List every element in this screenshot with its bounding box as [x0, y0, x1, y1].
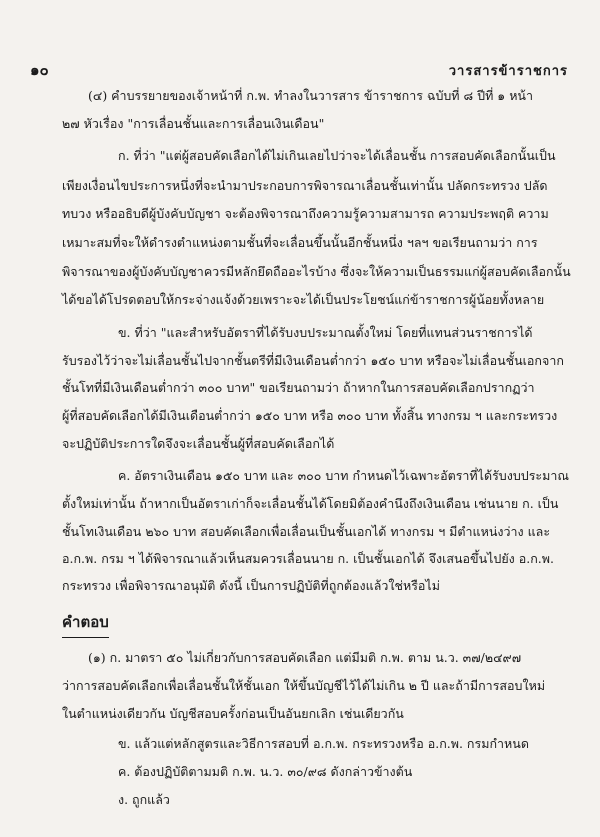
para-b-line-2: รับรองไว้ว่าจะไม่เลื่อนชั้นไปจากชั้นตรีที่มีเงินเดือนต่ำกว่า ๑๕๐ บาท หรือจะไม่เลื่อนชั้นเอกจาก	[62, 353, 564, 368]
para-c-line-3: ชั้นโทเงินเดือน ๒๖๐ บาท สอบคัดเลือกเพื่อเลื่อนเป็นชั้นเอกได้ ทางกรม ฯ มีตำแหน่งว่าง และ	[62, 524, 551, 539]
question-line-2: ๒๗ หัวเรื่อง "การเลื่อนชั้นและการเลื่อนเงินเดือน"	[62, 116, 325, 131]
para-a-line-2: เพียงเงื่อนไขประการหนึ่งที่จะนำมาประกอบการพิจารณาเลื่อนชั้นเท่านั้น ปลัดกระทรวง ปลัด	[62, 178, 548, 193]
para-b-line-3: ชั้นโทที่มีเงินเดือนต่ำกว่า ๓๐๐ บาท" ขอเรียนถามว่า ถ้าหากในการสอบคัดเลือกปรากฏว่า	[62, 380, 535, 395]
answer-line-6: ง. ถูกแล้ว	[118, 792, 170, 807]
para-c-line-5: กระทรวง เพื่อพิจารณาอนุมัติ ดังนี้ เป็นการปฏิบัติที่ถูกต้องแล้วใช่หรือไม่	[62, 578, 440, 593]
para-b-line-1: ข. ที่ว่า "และสำหรับอัตราที่ได้รับงบประมาณตั้งใหม่ โดยที่แทนส่วนราชการได้	[118, 325, 533, 340]
para-a-line-1: ก. ที่ว่า "แต่ผู้สอบคัดเลือกได้ไม่เกินเลยไปว่าจะได้เลื่อนชั้น การสอบคัดเลือกนั้นเป็น	[118, 148, 556, 163]
para-a-line-3: ทบวง หรืออธิบดีผู้บังคับบัญชา จะต้องพิจารณาถึงความรู้ความสามารถ ความประพฤติ ความ	[62, 206, 549, 221]
para-a-line-6: ได้ขอได้โปรดตอบให้กระจ่างแจ้งด้วยเพราะจะได้เป็นประโยชน์แก่ข้าราชการผู้น้อยทั้งหลาย	[62, 292, 545, 307]
answer-line-4: ข. แล้วแต่หลักสูตรและวิธีการสอบที่ อ.ก.พ. กระทรวงหรือ อ.ก.พ. กรมกำหนด	[118, 736, 529, 751]
answer-line-3: ในตำแหน่งเดียวกัน บัญชีสอบครั้งก่อนเป็นอันยกเลิก เช่นเดียวกัน	[62, 706, 404, 721]
para-c-line-4: อ.ก.พ. กรม ฯ ได้พิจารณาแล้วเห็นสมควรเลื่อนนาย ก. เป็นชั้นเอกได้ จึงเสนอขึ้นไปยัง อ.ก.พ.	[62, 551, 554, 566]
para-c-line-1: ค. อัตราเงินเดือน ๑๕๐ บาท และ ๓๐๐ บาท กำหนดไว้เฉพาะอัตราที่ได้รับงบประมาณ	[118, 468, 569, 483]
answer-line-2: ว่าการสอบคัดเลือกเพื่อเลื่อนชั้นให้ชั้นเอก ให้ขึ้นบัญชีไว้ได้ไม่เกิน ๒ ปี และถ้ามีการสอบใหม่	[62, 678, 546, 693]
para-a-line-4: เหมาะสมที่จะให้ดำรงตำแหน่งตามชั้นที่จะเลื่อนขึ้นนั้นอีกชั้นหนึ่ง ฯลฯ ขอเรียนถามว่า การ	[62, 235, 538, 250]
para-c-line-2: ตั้งใหม่เท่านั้น ถ้าหากเป็นอัตราเก่าก็จะเลื่อนชั้นได้โดยมิต้องคำนึงถึงเงินเดือน เช่นนาย ก. เป็น	[62, 496, 559, 511]
answer-heading: คำตอบ	[62, 610, 109, 634]
page-number: ๑๐	[30, 61, 49, 79]
question-line-1: (๔) คำบรรยายของเจ้าหน้าที่ ก.พ. ทำลงในวารสาร ข้าราชการ ฉบับที่ ๘ ปีที่ ๑ หน้า	[88, 88, 534, 103]
running-head: วารสารข้าราชการ	[448, 64, 568, 79]
answer-line-5: ค. ต้องปฏิบัติตามมติ ก.พ. น.ว. ๓๐/๙๘ ดังกล่าวข้างต้น	[118, 764, 413, 779]
para-a-line-5: พิจารณาของผู้บังคับบัญชาควรมีหลักยึดถืออะไรบ้าง ซึ่งจะให้ความเป็นธรรมแก่ผู้สอบคัดเลือกนั้น	[62, 264, 571, 279]
para-b-line-5: จะปฏิบัติประการใดจึงจะเลื่อนชั้นผู้ที่สอบคัดเลือกได้	[62, 436, 335, 451]
para-b-line-4: ผู้ที่สอบคัดเลือกได้มีเงินเดือนต่ำกว่า ๑๕๐ บาท หรือ ๓๐๐ บาท ทั้งสิ้น ทางกรม ฯ และกระทรวง	[62, 408, 558, 423]
answer-line-1: (๑) ก. มาตรา ๕๐ ไม่เกี่ยวกับการสอบคัดเลือก แต่มีมติ ก.พ. ตาม น.ว. ๓๗/๒๔๙๗	[88, 650, 522, 665]
